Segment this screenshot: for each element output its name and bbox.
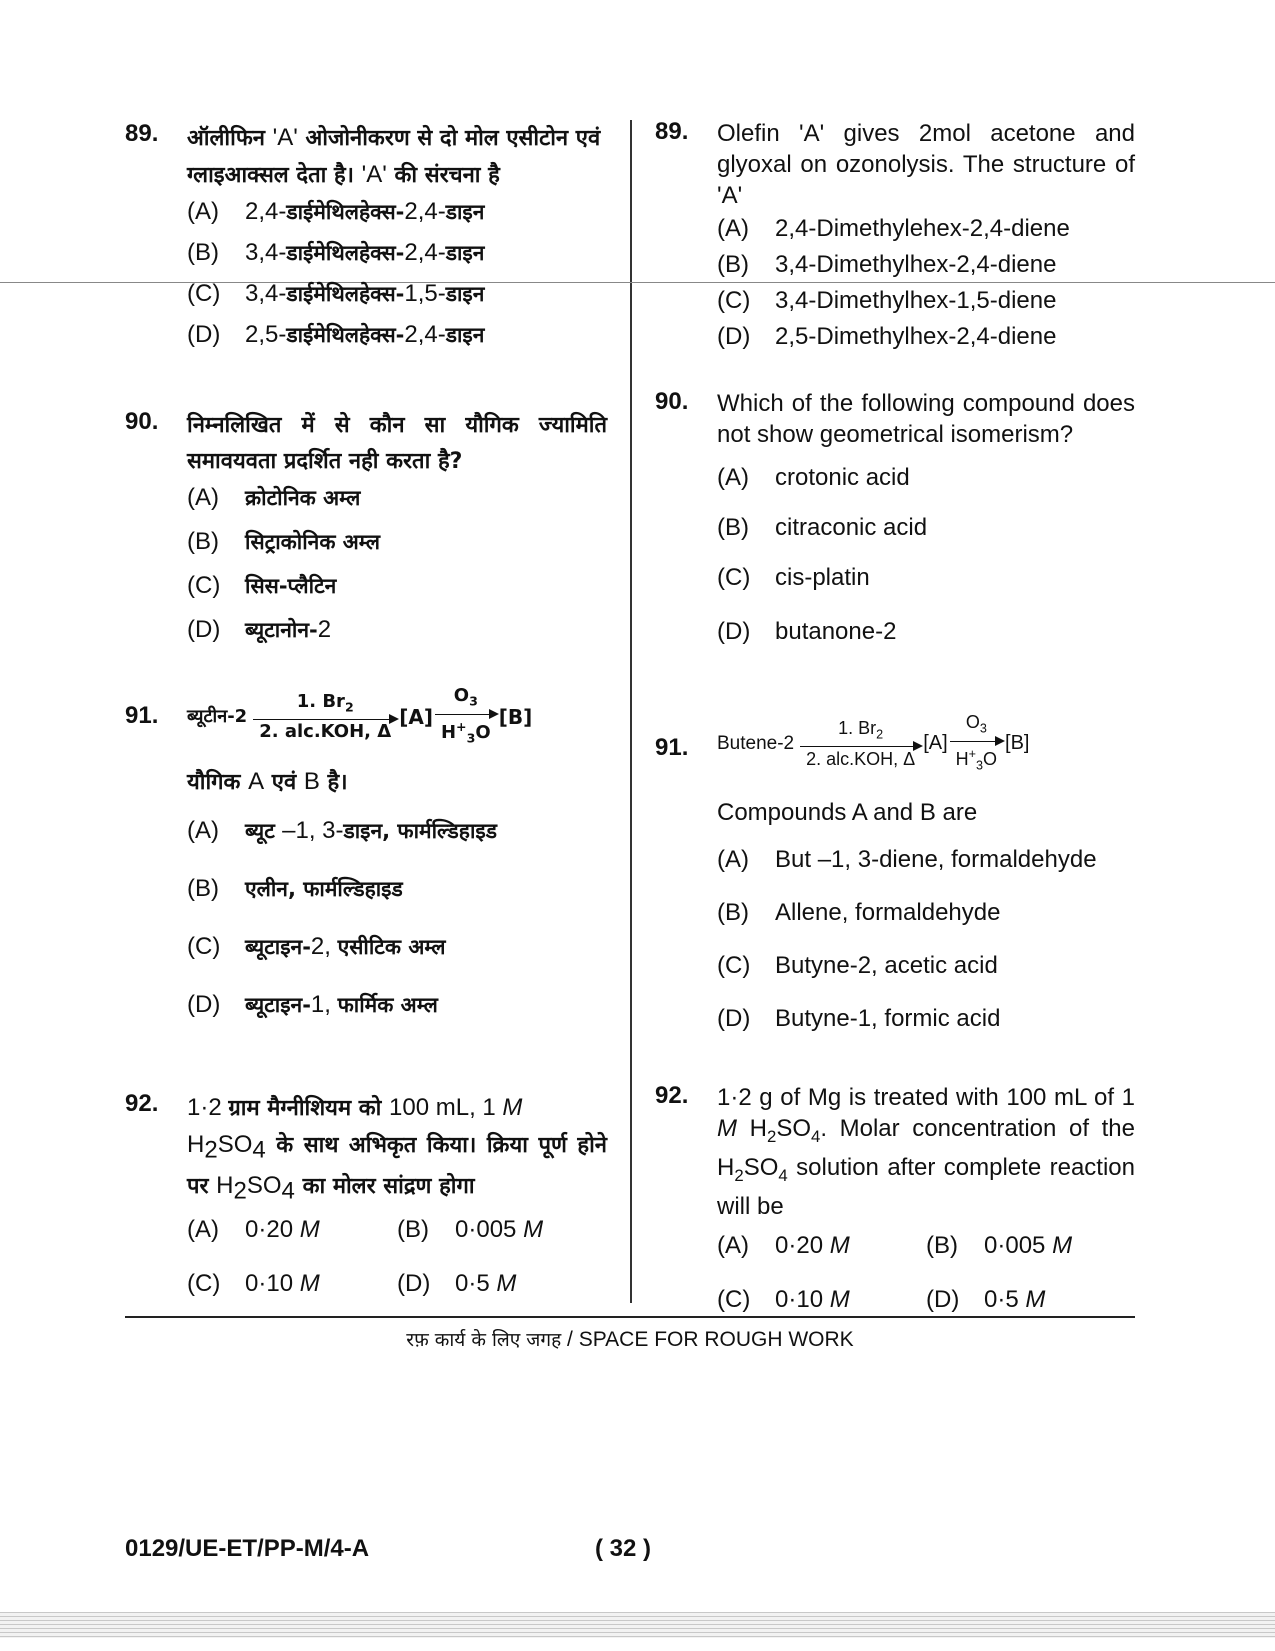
options-row-2 <box>187 1270 607 1310</box>
options-row-1 <box>187 1216 607 1270</box>
reaction-arrow-1: 1. $Br_2$ 2. alc.KOH, Δ <box>800 718 921 770</box>
option-b[interactable]: (B) citraconic acid <box>717 514 928 541</box>
bottom-rule <box>125 1316 1135 1318</box>
option-a[interactable]: (A) 2,4-Dimethylehex-2,4-diene <box>717 215 1070 242</box>
question-92-english <box>655 1082 1135 1326</box>
options <box>187 484 607 660</box>
question-text: 1·2 ग्राम मैग्नीशियम को 100 mL, 1 M $H_2SO_4$ के साथ अभिकृत किया। क्रिया पूर्ण होने पर $H_2SO_4$ का मोलर सांद्रण होगा <box>187 1094 607 1205</box>
question-number: 89. <box>125 120 159 147</box>
option-d[interactable]: (D) 0·5 M <box>926 1285 1046 1313</box>
option-a[interactable]: (A) But –1, 3-diene, formaldehyde <box>717 846 1097 874</box>
paper-code: 0129/UE-ET/PP-M/4-A <box>125 1535 370 1562</box>
option-a[interactable]: (A) 0·20 M <box>187 1215 320 1243</box>
option-a[interactable]: (A) क्रोटोनिक अम्ल <box>187 484 361 511</box>
column-divider <box>630 120 632 1303</box>
reaction-scheme: Butene-2 1. $Br_2$ 2. alc.KOH, Δ [A] $O_3$ $H^+_3O$ [B] <box>717 712 1135 775</box>
options <box>717 464 1135 668</box>
option-d[interactable]: (D) Butyne-1, formic acid <box>717 1005 1001 1033</box>
question-text: निम्नलिखित में से कौन सा यौगिक ज्यामिति समावयवता प्रदर्शित नही करता है? <box>187 413 607 474</box>
page-number: ( 32 ) <box>595 1535 652 1562</box>
question-number: 89. <box>655 118 689 145</box>
option-a[interactable]: (A) ब्यूट –1, 3-डाइन, फार्मल्डिहाइड <box>187 817 497 845</box>
question-number: 92. <box>655 1082 689 1109</box>
question-90-hindi <box>125 408 607 660</box>
question-91-hindi <box>125 686 607 1049</box>
option-b[interactable]: (B) 0·005 M <box>397 1215 544 1243</box>
rough-work-caption: रफ़ कार्य के लिए जगह / SPACE FOR ROUGH WORK <box>406 1328 854 1351</box>
options-row-2 <box>717 1286 1135 1326</box>
scan-footer-band <box>0 1612 1275 1638</box>
reaction-arrow-1: 1. $Br_2$ 2. alc.KOH, Δ <box>253 692 397 743</box>
option-c[interactable]: (C) 0·10 M <box>187 1269 320 1297</box>
option-b[interactable]: (B) 0·005 M <box>926 1231 1073 1259</box>
options <box>187 1216 607 1310</box>
option-d[interactable]: (D) 2,5-Dimethylhex-2,4-diene <box>717 323 1057 350</box>
question-number: 90. <box>655 388 689 415</box>
option-b[interactable]: (B) 3,4-Dimethylhex-2,4-diene <box>717 251 1057 278</box>
option-c[interactable]: (C) 3,4-Dimethylhex-1,5-diene <box>717 287 1057 314</box>
option-c[interactable]: (C) सिस-प्लैटिन <box>187 572 337 599</box>
options-row-1 <box>717 1232 1135 1286</box>
reaction-scheme: ब्यूटीन-2 1. $Br_2$ 2. alc.KOH, Δ [A] $O_3$ $H^+_3O$ [B] <box>187 686 607 748</box>
option-b[interactable]: (B) Allene, formaldehyde <box>717 899 1001 927</box>
question-text: ऑलीफिन 'A' ओजोनीकरण से दो मोल एसीटोन एवं ग्लाइआक्सल देता है। 'A' की संरचना है <box>187 124 601 188</box>
options <box>717 215 1135 359</box>
question-91-english <box>655 712 1135 1058</box>
question-stem: Compounds A and B are <box>717 799 978 827</box>
option-b[interactable]: (B) 3,4-डाईमेथिलहेक्स-2,4-डाइन <box>187 239 485 266</box>
question-number: 91. <box>655 734 689 761</box>
option-d[interactable]: (D) ब्यूटानोन-2 <box>187 616 332 643</box>
options <box>717 846 1135 1058</box>
question-text: Which of the following compound does not show geometrical isomerism? <box>717 390 1135 448</box>
option-c[interactable]: (C) ब्यूटाइन-2, एसीटिक अम्ल <box>187 933 446 961</box>
option-a[interactable]: (A) 0·20 M <box>717 1231 850 1259</box>
option-b[interactable]: (B) एलीन, फार्मल्डिहाइड <box>187 875 403 903</box>
option-c[interactable]: (C) cis-platin <box>717 564 870 591</box>
option-c[interactable]: (C) Butyne-2, acetic acid <box>717 952 998 980</box>
question-90-english <box>655 388 1135 668</box>
option-d[interactable]: (D) ब्यूटाइन-1, फार्मिक अम्ल <box>187 991 438 1019</box>
options <box>187 198 607 362</box>
option-c[interactable]: (C) 3,4-डाईमेथिलहेक्स-1,5-डाइन <box>187 280 485 307</box>
options <box>187 817 607 1049</box>
question-number: 92. <box>125 1090 159 1117</box>
question-text: 1·2 g of Mg is treated with 100 mL of 1 M $H_2SO_4$. Molar concentration of the $H_2SO_4$ solution after complete reaction will be <box>717 1084 1136 1220</box>
question-89-hindi <box>125 120 607 362</box>
reaction-arrow-2: $O_3$ $H^+_3O$ <box>950 712 1003 775</box>
question-number: 90. <box>125 408 159 435</box>
option-c[interactable]: (C) 0·10 M <box>717 1285 850 1313</box>
option-a[interactable]: (A) 2,4-डाईमेथिलहेक्स-2,4-डाइन <box>187 198 485 225</box>
option-a[interactable]: (A) crotonic acid <box>717 464 910 491</box>
option-d[interactable]: (D) 0·5 M <box>397 1269 517 1297</box>
options <box>717 1232 1135 1326</box>
question-92-hindi <box>125 1090 607 1310</box>
question-89-english <box>655 118 1135 359</box>
question-stem: यौगिक A एवं B है। <box>187 768 348 796</box>
option-d[interactable]: (D) butanone-2 <box>717 618 897 645</box>
reaction-arrow-2: $O_3$ $H^+_3O$ <box>435 686 497 748</box>
question-number: 91. <box>125 702 159 729</box>
question-text: Olefin 'A' gives 2mol acetone and glyoxal on ozonolysis. The structure of 'A' <box>717 120 1135 209</box>
option-b[interactable]: (B) सिट्राकोनिक अम्ल <box>187 528 380 555</box>
option-d[interactable]: (D) 2,5-डाईमेथिलहेक्स-2,4-डाइन <box>187 321 485 348</box>
